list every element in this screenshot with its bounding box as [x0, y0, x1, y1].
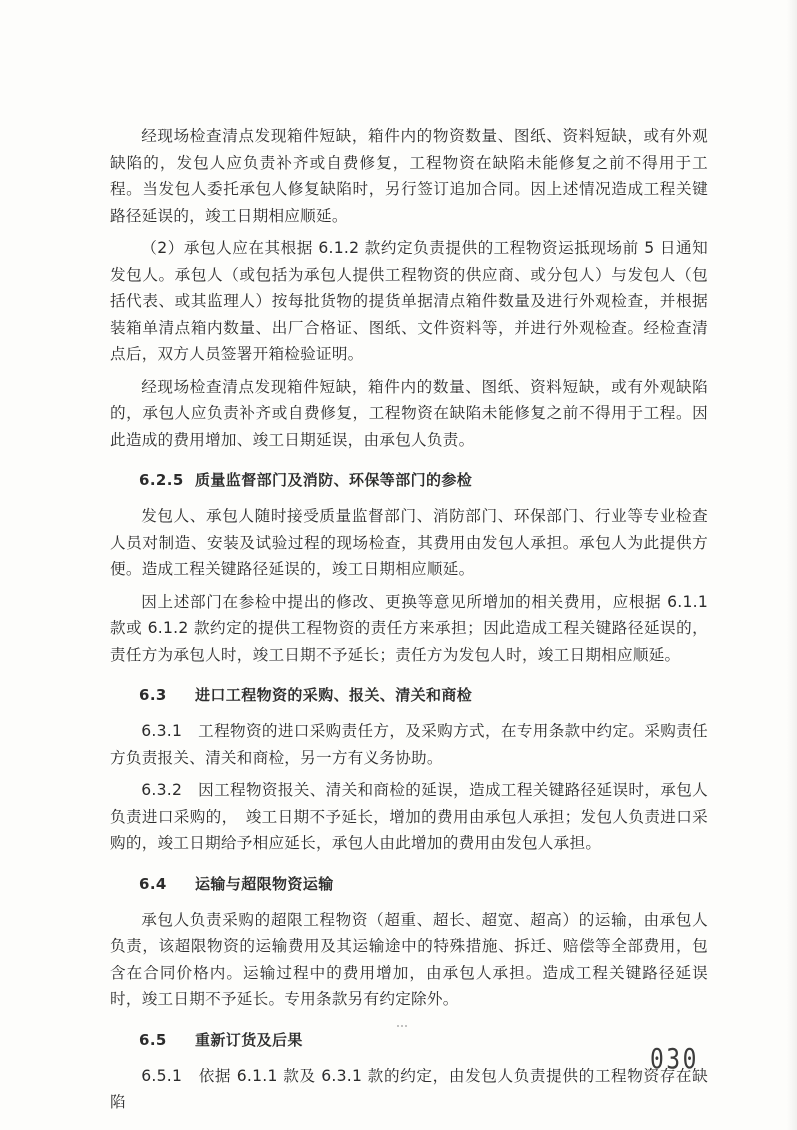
paragraph: 经现场检查清点发现箱件短缺，箱件内的物资数量、图纸、资料短缺，或有外观缺陷的，发包人应负责补齐或自费修复，工程物资在缺陷未能修复之前不得用于工程。当发包人委托承包人修复缺陷时，另行签订追加合同。因上述情况造成工程关键路径延误的，竣工日期相应顺延。 — [110, 127, 708, 225]
scan-speck — [397, 1025, 407, 1029]
section-title: 运输与超限物资运输 — [195, 874, 334, 893]
section-title: 进口工程物资的采购、报关、清关和商检 — [195, 686, 473, 704]
paragraph: 6.3.2 因工程物资报关、清关和商检的延误，造成工程关键路径延误时，承包人负责进口采购的， 竣工日期不予延长，增加的费用由承包人承担；发包人负责进口采购的，竣工日期给予相应延长，承包人由此增加的费用由发包人承担。 — [110, 781, 708, 852]
page-content — [110, 123, 708, 1116]
section-heading-6-3 — [110, 682, 708, 708]
paragraph: 6.5.1 依据 6.1.1 款及 6.3.1 款的约定，由发包人负责提供的工程物资存在缺陷 — [110, 1066, 708, 1111]
section-title: 重新订货及后果 — [195, 1030, 303, 1049]
section-heading-6-5 — [110, 1027, 708, 1053]
page-number: 030 — [650, 1042, 699, 1075]
section-number: 6.4 — [139, 874, 167, 893]
paragraph: 发包人、承包人随时接受质量监督部门、消防部门、环保部门、行业等专业检查人员对制造、安装及试验过程的现场检查，其费用由发包人承担。承包人为此提供方便。造成工程关键路径延误的，竣工日期相应顺延。 — [110, 507, 708, 578]
section-heading-6-2-5 — [110, 467, 708, 493]
paragraph: 承包人负责采购的超限工程物资（超重、超长、超宽、超高）的运输，由承包人负责，该超限物资的运输费用及其运输途中的特殊措施、拆迁、赔偿等全部费用，包含在合同价格内。运输过程中的费用增加，由承包人承担。造成工程关键路径延误时，竣工日期不予延长。专用条款另有约定除外。 — [110, 910, 708, 1008]
faint-bleed-through — [64, 1055, 96, 1073]
paragraph: （2）承包人应在其根据 6.1.2 款约定负责提供的工程物资运抵现场前 5 日通知发包人。承包人（或包括为承包人提供工程物资的供应商、或分包人）与发包人（包括代表、或其监理人）按每批货物的提货单据清点箱件数量及进行外观检查，并根据装箱单清点箱内数量、出厂合格证、图纸、文件资料等，并进行外观检查。经检查清点后，双方人员签署开箱检验证明。 — [110, 239, 708, 363]
page-edge-shadow — [787, 0, 797, 1130]
section-heading-6-4 — [110, 871, 708, 897]
section-title: 质量监督部门及消防、环保等部门的参检 — [195, 471, 473, 489]
section-number: 6.3 — [139, 686, 167, 704]
paragraph: 因上述部门在参检中提出的修改、更换等意见所增加的相关费用，应根据 6.1.1 款或 6.1.2 款约定的提供工程物资的责任方来承担；因此造成工程关键路径延误的，责任方为承包人时，竣工日期不予延长；责任方为发包人时，竣工日期相应顺延。 — [110, 592, 708, 664]
section-number: 6.2.5 — [139, 471, 184, 489]
paragraph: 6.3.1 工程物资的进口采购责任方，及采购方式，在专用条款中约定。采购责任方负责报关、清关和商检，另一方有义务协助。 — [110, 722, 708, 767]
section-number: 6.5 — [139, 1030, 167, 1049]
paragraph: 经现场检查清点发现箱件短缺，箱件内的数量、图纸、资料短缺，或有外观缺陷的，承包人应负责补齐或自费修复，工程物资在缺陷未能修复之前不得用于工程。因此造成的费用增加、竣工日期延误，由承包人负责。 — [110, 377, 708, 449]
